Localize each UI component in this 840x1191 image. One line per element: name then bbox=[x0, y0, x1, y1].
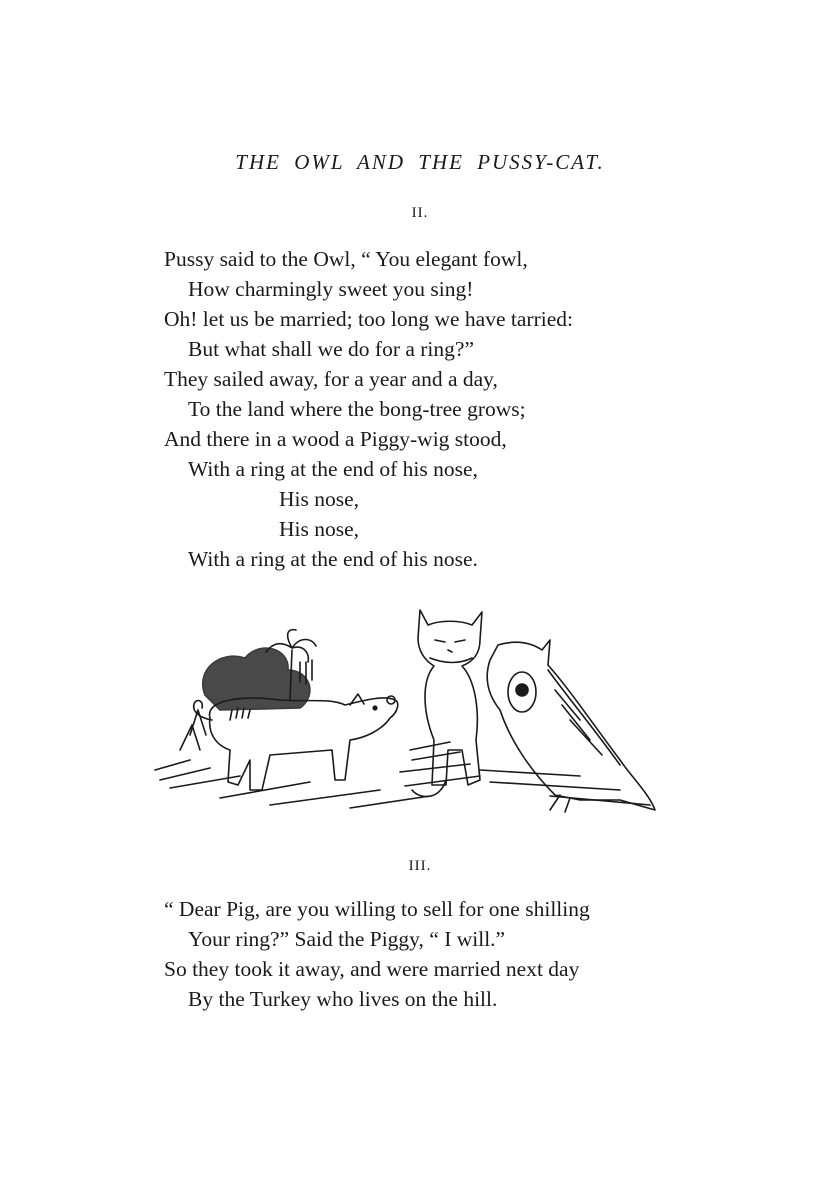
verse-line: So they took it away, and were married next day bbox=[164, 957, 580, 981]
verse-line: “ Dear Pig, are you willing to sell for one shilling bbox=[164, 897, 590, 921]
verse-line: Pussy said to the Owl, “ You elegant fowl, bbox=[164, 247, 528, 271]
verse-line: But what shall we do for a ring?” bbox=[188, 337, 474, 361]
verse-line: Your ring?” Said the Piggy, “ I will.” bbox=[188, 927, 506, 951]
verse-line: How charmingly sweet you sing! bbox=[188, 277, 474, 301]
verse-line: To the land where the bong-tree grows; bbox=[188, 397, 526, 421]
verse-line: By the Turkey who lives on the hill. bbox=[188, 987, 498, 1011]
verse-line: With a ring at the end of his nose, bbox=[188, 457, 478, 481]
verse-line: With a ring at the end of his nose. bbox=[188, 547, 478, 571]
verse-line: His nose, bbox=[279, 517, 360, 541]
stanza-ii bbox=[164, 244, 573, 574]
verse-line: They sailed away, for a year and a day, bbox=[164, 367, 498, 391]
stanza-number-ii: II. bbox=[411, 205, 429, 221]
verse-line: His nose, bbox=[279, 487, 360, 511]
stanza-iii bbox=[164, 894, 590, 1014]
running-title: THE OWL AND THE PUSSY-CAT. bbox=[235, 150, 605, 174]
pig-cat-owl-illustration bbox=[150, 600, 665, 825]
verse-line: Oh! let us be married; too long we have tarried: bbox=[164, 307, 573, 331]
verse-line: And there in a wood a Piggy-wig stood, bbox=[164, 427, 507, 451]
cat-drawing bbox=[412, 610, 482, 797]
stanza-number-iii: III. bbox=[408, 858, 432, 874]
